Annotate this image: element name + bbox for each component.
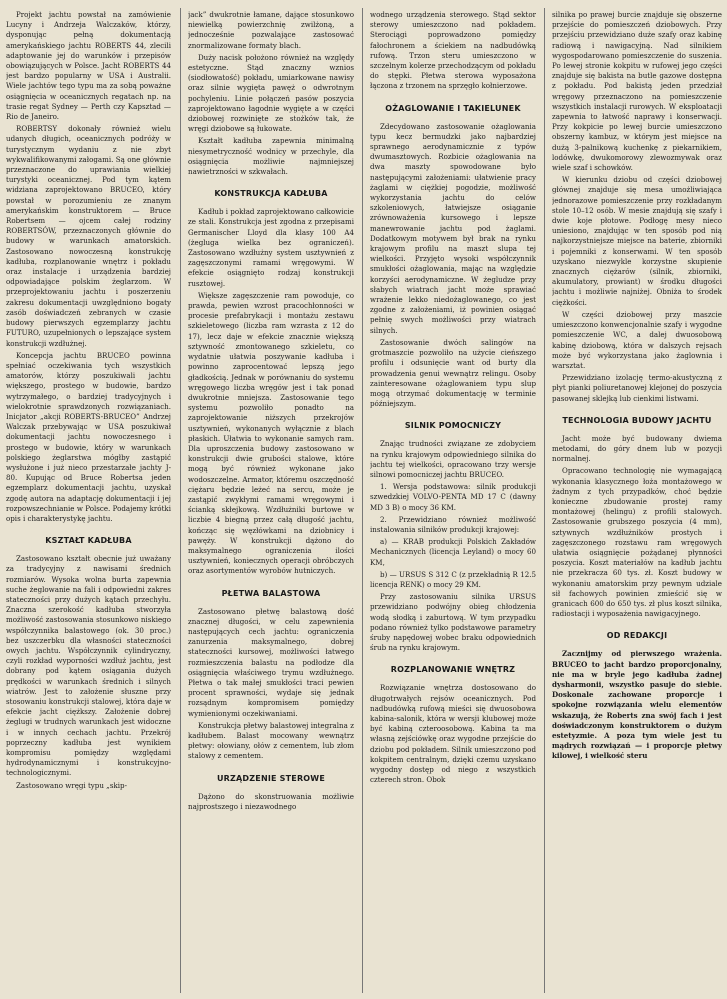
section-heading: OŻAGLOWANIE I TAKIELUNEK	[385, 103, 521, 113]
paragraph: ROBERTSY dokonały również wielu udanych długich, oceanicznych podróży w turystycznym wydaniu z nie zbyt wykwalifikowanymi załogami. Są one głównie przeznaczone do uprawiania wielkiej turystyki oceanicznej. Pod tym kątem widziana zaprojektowano BRUCEO, który powstał w porozumieniu ze znanym amerykańskim konstruktorem — Bruce Robertsem — ojcem całej rodziny ROBERTSÓW, przeznaczonych głównie do budowy w warunkach amatorskich. Zastosowano nowoczesną konstrukcję kadłuba, rozplanowanie wnętrz i pokładu oraz instalacje i urządzenia bardziej odpowiadające polskim żeglarzom. W przeprojektowaniu jachtu i poszerzeniu zakresu dokumentacji uwzględniono bogaty zasób doświadczeń zebranych w czasie budowy pierwszych egzemplarzy jachtu FUTURO, uzupełnionych o lepszające system konstrukcji wzdłużnej.	[6, 124, 171, 348]
paragraph: 2. Przewidziano również możliwość instalowania silników produkcji krajowej:	[370, 514, 536, 534]
paragraph: Większe zagęszczenie ram powoduje, co prawda, pewien wzrost pracochłonności w procesie prefabrykacji i montażu zestawu szkieletowego (liczba ram wzrasta z 12 do 17), lecz daje w efekcie znacznie większą sztywność zmontowanego szkieletu, co wydatnie ułatwia poszywanie kadłuba i powinno zaprocentować lepszą jego gładkością. Jednak w porównaniu do systemu wręgowego liczba wręgów jest i tak ponad dwukrotnie mniejsza. Zastosowanie tego systemu pozwoliło ponadto na zaprojektowanie niższych przekrojów usztywnień, wykonanych wyłącznie z blach płaskich. Ułatwia to wykonanie samych ram. Dla uproszczenia budowy zastosowano w konstrukcji dwie grubości stalowe, które mogą być również wykonane jako wodoszczelne. Armator, któremu oszczędność ciężaru będzie leżeć na sercu, może je zastąpić zwykłymi ramami wręgowymi i ścianką skłejkową. Wzdłużniki burtowe w liczbie 4 biegną przez całą długość jachtu, kończąc się węzłówkami na dziobnicy i pawęży. W konstrukcji dążono do maksymalnego ograniczenia ilości usztywnień, koniecznych operacji obróbczych oraz asortymentów wyrobów hutniczych.	[188, 290, 354, 576]
section-heading: SILNIK POMOCNICZY	[404, 421, 502, 431]
paragraph: Przewidziano izolację termo-akustyczną z płyt pianki poliuretanowej klejonej do poszycia pasowanej sklejką lub cienkimi listwami.	[552, 373, 722, 403]
paragraph: W części dziobowej przy maszcie umieszczono konwencjonalnie szafy i wygodne pomieszczenie WC, a dalej dwuosobową kabinę dziobową, która w dalszych rejsach może być wykorzystana jako żaglownia i warsztat.	[552, 309, 722, 370]
editorial-paragraph: Zacznijmy od pierwszego wrażenia. BRUCEO to jacht bardzo proporcjonalny, nie ma w bryle jego kadłuba żadnej dysharmonii, wszystko pasuje do siebie. Doskonale zachowane proporcje i spokojne rozwiązania wielu elementów wskazują, że Roberts zna swój fach i jest doświadczonym konstruktorem o dużym estetyzmie. A poza tym wiele jest tu mądrych rozwiązań — i proporcje płetwy kilowej, i wielkość steru	[552, 649, 722, 761]
paragraph: 1. Wersja podstawowa: silnik produkcji szwedzkiej VOLVO-PENTA MD 17 C (dawny MD 3 B) o mocy 36 KM.	[370, 482, 536, 512]
section-heading: OD REDAKCJI	[606, 631, 668, 641]
paragraph: Opracowano technologię nie wymagającą wykonania klasycznego łoża montażowego w żadnym z tych przypadków, choć będzie konieczne zbudowanie prostej ramy montażowej (helingu) z profili stalowych. Zastosowanie grubszego poszycia (4 mm), sztywnych wzdłużników prostych i zagęszczonego rozstawu ram wręgowych ułatwia osiągnięcie pożądanej płynności poszycia. Koszt materiałów na kadłub jachtu nie przekracza 60 tys. zł. Koszt budowy w wykonaniu amatorskim przy pewnym udziale sił fachowych powinien zmieścić się w granicach 600 do 650 tys. zł plus koszt silnika, radiostacji i wyposażenia nawigacyjnego.	[552, 466, 722, 619]
section-heading: KONSTRUKCJA KADŁUBA	[214, 189, 328, 199]
column-divider	[544, 8, 545, 993]
column-1	[6, 10, 171, 995]
column-divider	[180, 8, 181, 993]
paragraph: Koncepcja jachtu BRUCEO powinna spełniać oczekiwania tych wszystkich amatorów, którzy poszukiwali jachtu większego, prostego w budowie, bardzo wytrzymałego, o bardziej tradycyjnych i wielokrotnie sprawdzonych rozwiązaniach. Inicjator „akcji ROBERTS-BRUCEO” Andrzej Walczak przebywając w USA poszukiwał dokumentacji jachtu nowoczesnego i prostego w budowie, który w warunkach polskiego żeglarstwa mógłby zastąpić wysłużone i już nieco przestarzałe jachty J-80. Kupując od Bruce Robertsa jeden egzemplarz dokumentacji jachtu, uzyskał zgodę autora na adaptację dokumentacji i jej rozpowszechnianie w Polsce. Podajemy krótki opis i charakterystykę jachtu.	[6, 350, 171, 523]
paragraph: Dążono do skonstruowania możliwie najprostszego i niezawodnego	[188, 791, 354, 811]
paragraph: b) — URSUS S 312 C (z przekładnią R 12.5 licencja RENK) o mocy 29 KM.	[370, 569, 536, 589]
column-divider	[362, 8, 363, 993]
section-heading: ROZPLANOWANIE WNĘTRZ	[390, 665, 516, 675]
section-heading: PŁETWA BALASTOWA	[221, 588, 321, 598]
paragraph: Konstrukcja płetwy balastowej integralna z kadłubem. Balast mocowany wewnątrz płetwy: ołowiany, ołów z cementem, lub złom stalowy z cementem.	[188, 720, 354, 761]
paragraph: wodnego urządzenia sterowego. Stąd sektor sterowy umieszczono nad pokładem. Sterociągi poprowadzono pomiędzy fałochronem a ściekiem na nadbudówką rufową. Trzon steru umieszczono w szczelnym kolerze przechodzącym od pokładu do stępki. Płetwa sterowa wyposażona łączona z trzonem na sprzęgło kołnierzowe.	[370, 10, 536, 91]
paragraph: Zastosowano kształt obecnie już uważany za tradycyjny z nawisami średnich rozmiarów. Wysoka wolna burta zapewnia suche żeglowanie na fali i odpowiedni zakres stateczności przy dużych kątach przechyłu. Znaczna szerokość kadłuba stworzyła możliwość zastosowania stosunkowo niskiego współczynnika balastowego (ok. 30 proc.) bez uszczerbku dla własności stateczności owych jachtu. Współczynnik cylindryczny, czyli rozkład wyporności wzdłuż jachtu, jest dobrany pod kątem osiągania dużych prędkości w warunkach średnich i silnych wiatrów. Jest to założenie słuszne przy stosowaniu konstrukcji stalowej, która daje w efekcie jacht ciężkszy. Założenie dobrej żeglugi w trudnych warunkach jest widoczne i w innych cechach jachtu. Przekrój poprzeczny kadłuba jest wynikiem kompromisu pomiędzy względami hydrodynamicznymi i konstrukcyjno-technologicznymi.	[6, 554, 171, 778]
paragraph: Kadłub i pokład zaprojektowano całkowicie ze stali. Konstrukcja jest zgodna z przepisami Germanischer Lloyd dla klasy 100 A4 (żegluga wielka bez ograniczeń). Zastosowano wzdłużny system usztywnień z zagęszczonymi ramami wręgowymi. W efekcie osiągnięto rodzaj konstrukcji rusztowej.	[188, 207, 354, 288]
paragraph: Zastosowano wręgi typu „skip-	[16, 780, 127, 790]
paragraph: Duży nacisk położono również na względy estetyczne. Stąd znaczny wznios (siodłowatość) pokładu, umiarkowane nawisy oraz silnie wygięta pawęż o odwrotnym pochyleniu. Linie połączeń pasów poszycia zaprojektowano łagodnie wygięte a w części dziobowej rozwinięte ze stożków tak, że wręgi dziobowe są łukowate.	[188, 52, 354, 134]
paragraph: a) — KRAB produkcji Polskich Zakładów Mechanicznych (licencja Leyland) o mocy 60 KM,	[370, 537, 536, 567]
paragraph: Projekt jachtu powstał na zamówienie Lucyny i Andrzeja Walczaków, którzy, dysponując pełną dokumentacją amerykańskiego jachtu ROBERTS 44, zlecili adaptowanie jej do warunków i przepisów obowiązujących w Polsce. Jacht ROBERTS 44 jest bardzo popularny w USA i Australii. Wiele jachtów tego typu ma za sobą poważne osiągnięcia w oceanicznych regatach np. na trasie regat Sydney — Perth czy Kapsztad — Rio de Janeiro.	[6, 10, 171, 122]
paragraph: Jacht może być budowany dwiema metodami, do góry dnem lub w pozycji normalnej.	[552, 433, 722, 464]
paragraph: silnika po prawej burcie znajduje się obszerne przejście do pomieszczeń dziobowych. Przy przejściu przewidziano duże szafy oraz kabinę radiową i nawigacyjną. Nad silnikiem wygospodarowano pomieszczenie do suszenia. Po lewej stronie kokpitu w rufowej jego części znajduje się bakista na butle gazowe dostępna z pokładu. Pod bakistą jeden przedział wręgowy przeznaczono na pomieszczenie wszystkich instalacji rurowych. W eksploatacji zapewnia to łatwość naprawy i konserwacji. Przy kokpicie po lewej burcie umieszczono obszerny kambuz, w którym jest miejsce na dużą 3-palnikową kuchenkę z piekarnikiem, lodówkę, dwukomorowy zlewozmywak oraz wiele szaf i schowków.	[552, 10, 722, 173]
section-heading: URZĄDZENIE STEROWE	[216, 773, 325, 783]
paragraph: Przy zastosowaniu silnika URSUS przewidziano podwójny obieg chłodzenia wodą słodką i zaburtową. W tym przypadku podano również tylko podstawowe parametry śruby napędowej wobec braku odpowiednich śrub na rynku krajowym.	[370, 592, 536, 653]
section-heading: KSZTAŁT KADŁUBA	[45, 536, 132, 546]
column-2	[188, 10, 354, 995]
paragraph: Kształt kadłuba zapewnia minimalną niesymetryczność wodnicy w przechyle, dla osiągnięcia możliwie najmniejszej nawietrzności w szkwałach.	[188, 136, 354, 177]
paragraph: Rozwiązanie wnętrza dostosowano do długotrwałych rejsów oceanicznych. Pod nadbudówką rufową mieści się dwuosobowa kabina-salonik, która w wersji klubowej może być kabiną czteroosobową. Kabina ta ma własną zejściówkę oraz wygodne przejście do dziobu pod pokładem. Silnik umieszczono pod kokpitem centralnym, dzięki czemu uzyskano wygodny dostęp od niego z wszystkich czterech stron. Obok	[370, 683, 536, 785]
column-4	[552, 10, 722, 995]
paragraph: jack” dwukrotnie łamane, dające stosunkowo niewielką powierzchnię zwilżoną, a jednocześnie pozwalające zastosować znormalizowane formaty blach.	[188, 10, 354, 50]
paragraph: Zastosowanie dwóch salingów na grotmaszcie pozwoliło na użycie cieńszego profilu i odsunięcie want od burty dla prowadzenia genui wewnątrz relingu. Osoby zainteresowane ożaglowaniem typu slup mogą otrzymać dokumentację w terminie późniejszym.	[370, 337, 536, 409]
column-3	[370, 10, 536, 995]
paragraph: W kierunku dziobu od części dziobowej głównej znajduje się mesa umożliwiająca jednorazowe pomieszczenie przy rozkładanym stole 10–12 osób. W mesie znajdują się szafy i dwie koje płotowe. Podłogę mesy nieco uniesiono, znajdując w ten sposób pod nią najkorzystniejsze miejsce na baterie, zbiorniki i pojemniki z konserwami. W ten sposób uzyskano niezwykle korzystne skupienie znacznych ciężarów (silnik, zbiorniki, akumulatory, prowiant) w środku długości jachtu i możliwie najniżej. Obniża to środek ciężkości.	[552, 175, 722, 307]
paragraph: Zdecydowano zastosowanie ożaglowania typu kecz bermudzki jako najbardziej sprawnego aerodynamicznie z typów dwumasztowych. Rozbicie ożaglowania na dwa maszty spowodowane było następującymi założeniami: ułatwienie pracy żaglami w ciężkiej pogodzie, możliwość wykorzystania jachtu do celów szkoleniowych, łatwiejsze osiąganie zrównoważenia kursowego i lepsze manewrowanie jachtu pod żaglami. Dodatkowym motywem był brak na rynku krajowym profilu na maszt slupa tej wielkości. Przyjęto wysoki współczynnik smukłości ożaglowania, mając na względzie korzyści aerodynamiczne. W żegludze przy słabych wiatrach jacht może sprawiać wrażenie lekko niedożaglowanego, co jest zgodne z założeniami, iż powinien osiągać pełnię swych możliwości przy wiatrach silnych.	[370, 121, 536, 335]
section-heading: TECHNOLOGIA BUDOWY JACHTU	[562, 415, 712, 425]
paragraph: Znając trudności związane ze zdobyciem na rynku krajowym odpowiedniego silnika do jachtu tej wielkości, opracowano trzy wersje silnowi pomocniczej jachtu BRUCEO.	[370, 439, 536, 479]
paragraph: Zastosowano płetwę balastową dość znacznej długości, w celu zapewnienia następujących cech jachtu: ograniczenia zanurzenia maksymalnego, dobrej stateczności kursowej, możliwości łatwego rozmieszczenia balastu na podłodze dla osiągnięcia właściwego trymu wzdłużnego. Płetwa o tak małej smukłości traci pewien procent sprawności, wydaje się jednak rozsądnym kompromisem pomiędzy wymienionymi oczekiwaniami.	[188, 606, 354, 718]
